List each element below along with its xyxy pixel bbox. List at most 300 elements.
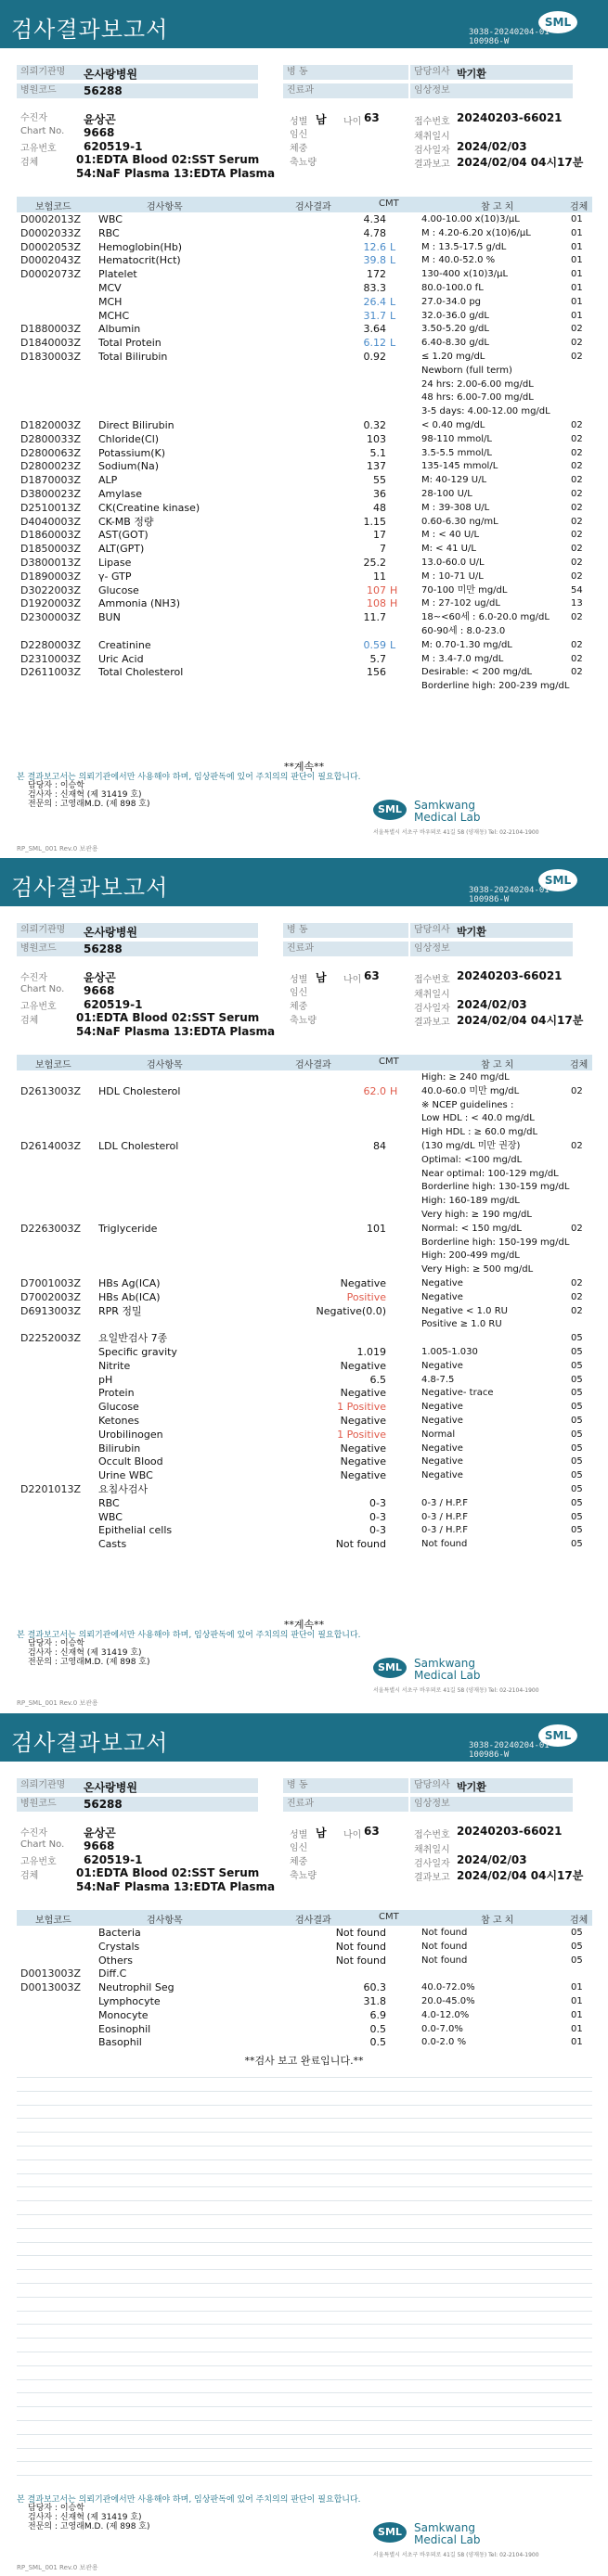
table-row bbox=[17, 1085, 592, 1099]
cell-result: 3.64 bbox=[363, 323, 386, 336]
cell-reference: Negative bbox=[421, 1402, 463, 1413]
record-code: 3038-20240204-01 100986-W bbox=[469, 886, 550, 904]
th-specimen: 검체 bbox=[570, 202, 589, 212]
table-row bbox=[17, 419, 592, 433]
cell-test-name: Urobilinogen bbox=[98, 1428, 163, 1441]
table-row bbox=[17, 1954, 592, 1968]
chart-no: 9668 bbox=[84, 984, 115, 997]
cell-result: 0.92 bbox=[363, 350, 386, 363]
table-row bbox=[17, 1927, 592, 1941]
blank-row-line bbox=[17, 2324, 592, 2325]
report-time: 2024/02/04 04시17분 bbox=[457, 1869, 584, 1882]
hosp-code-label: 병원코드 bbox=[17, 1797, 78, 1812]
sig-doctor: 전문의 : 고영래M.D. (제 898 호) bbox=[28, 1658, 150, 1667]
report-page-3 bbox=[0, 1713, 608, 2574]
blank-row-line bbox=[17, 2214, 592, 2215]
cell-result: 101 bbox=[367, 1222, 386, 1235]
blank-row-line bbox=[17, 2146, 592, 2147]
cell-reference: 40.0-72.0% bbox=[421, 1982, 475, 1993]
cell-specimen: 01 bbox=[571, 1995, 583, 2006]
weight-label: 체중 bbox=[290, 1002, 308, 1012]
table-row bbox=[17, 570, 592, 584]
specimen-line-1: 01:EDTA Blood 02:SST Serum bbox=[76, 1011, 260, 1024]
cell-result: Negative bbox=[340, 1387, 386, 1400]
cell-specimen: 02 bbox=[571, 516, 583, 527]
cell-reference: M : 27-102 ug/dL bbox=[421, 598, 500, 609]
cell-reference: Negative bbox=[421, 1291, 463, 1302]
blank-row-line bbox=[17, 2132, 592, 2133]
cell-reference: 18~<60세 : 6.0-20.0 mg/dL bbox=[421, 612, 550, 623]
cell-test-name: CK-MB 정량 bbox=[98, 515, 154, 528]
table-row bbox=[17, 1195, 592, 1209]
table-row bbox=[17, 337, 592, 351]
table-row bbox=[17, 516, 592, 530]
table-row bbox=[17, 1112, 592, 1126]
cell-test-name: Neutrophil Seg bbox=[98, 1981, 175, 1994]
blank-row-line bbox=[17, 2392, 592, 2393]
cell-test-name: MCHC bbox=[98, 309, 130, 322]
doctor-name: 박기환 bbox=[457, 1781, 486, 1793]
cell-reference: Very high: ≥ 190 mg/dL bbox=[421, 1209, 532, 1220]
cell-reference: ≤ 1.20 mg/dL bbox=[421, 351, 485, 362]
test-date: 2024/02/03 bbox=[457, 140, 527, 153]
hosp-code-label: 병원코드 bbox=[17, 83, 78, 98]
cell-specimen: 05 bbox=[571, 1928, 583, 1938]
signature-block bbox=[28, 2504, 150, 2531]
cell-test-name: Specific gravity bbox=[98, 1345, 177, 1358]
th-ref: 참 고 치 bbox=[481, 202, 514, 212]
cell-specimen: 05 bbox=[571, 1497, 583, 1508]
table-row bbox=[17, 1250, 592, 1263]
report-title: 검사결과보고서 bbox=[11, 17, 169, 43]
cell-result: 11 bbox=[373, 570, 386, 583]
table-row bbox=[17, 625, 592, 639]
cell-result: Negative bbox=[340, 1455, 386, 1468]
blank-row-line bbox=[17, 2269, 592, 2270]
cell-test-name: Epithelial cells bbox=[98, 1524, 173, 1537]
blank-row-line bbox=[17, 2228, 592, 2229]
doctor-name: 박기환 bbox=[457, 68, 486, 80]
th-name: 검사항목 bbox=[147, 1060, 183, 1070]
cell-code: D0002013Z bbox=[20, 213, 81, 225]
age: 63 bbox=[364, 111, 380, 124]
sig-tester: 검사자 : 신재혁 (제 31419 호) bbox=[28, 1648, 142, 1658]
cell-test-name: pH bbox=[98, 1373, 113, 1386]
receipt-label: 접수번호 bbox=[414, 975, 450, 985]
cell-specimen: 01 bbox=[571, 255, 583, 266]
table-row bbox=[17, 1387, 592, 1401]
cell-reference: 0-3 / H.P.F bbox=[421, 1497, 468, 1508]
cell-specimen: 05 bbox=[571, 1525, 583, 1536]
cell-specimen: 02 bbox=[571, 639, 583, 650]
clinic-label: 임상정보 bbox=[410, 83, 459, 98]
report-footer bbox=[0, 2493, 608, 2576]
signature-block bbox=[28, 781, 150, 809]
cell-flag: H bbox=[390, 1084, 398, 1097]
table-row bbox=[17, 584, 592, 598]
table-row bbox=[17, 282, 592, 296]
cell-test-name: Casts bbox=[98, 1538, 127, 1551]
cell-result: Negative bbox=[340, 1442, 386, 1455]
cell-test-name: Basophil bbox=[98, 2036, 142, 2049]
cell-reference: 4.8-7.5 bbox=[421, 1374, 455, 1385]
table-row bbox=[17, 666, 592, 680]
blank-row-line bbox=[17, 2186, 592, 2187]
footer-note: 본 결과보고서는 의뢰기관에서만 사용해야 하며, 임상판독에 있어 주치의의 판단이 필요합니다. bbox=[17, 1631, 361, 1640]
cell-reference: Negative bbox=[421, 1470, 463, 1481]
cell-result: Negative bbox=[340, 1414, 386, 1427]
cell-test-name: Hematocrit(Hct) bbox=[98, 254, 181, 267]
table-row bbox=[17, 1099, 592, 1113]
cell-test-name: HBs Ab(ICA) bbox=[98, 1290, 161, 1303]
tested-label: 검사일자 bbox=[414, 146, 450, 156]
cell-reference: Borderline high: 200-239 mg/dL bbox=[421, 681, 570, 692]
th-result: 검사결과 bbox=[295, 1916, 331, 1926]
blank-row-line bbox=[17, 2379, 592, 2380]
cell-reference: 40.0-60.0 미만 mg/dL bbox=[421, 1085, 520, 1096]
table-row bbox=[17, 1429, 592, 1442]
cell-code: D1860003Z bbox=[20, 529, 81, 542]
cell-reference: High: 160-189 mg/dL bbox=[421, 1196, 520, 1207]
cell-code: D6913003Z bbox=[20, 1304, 81, 1317]
cell-test-name: Urine WBC bbox=[98, 1469, 153, 1482]
cell-test-name: Lipase bbox=[98, 556, 132, 569]
org-name: 온사랑병원 bbox=[84, 68, 137, 81]
table-row bbox=[17, 378, 592, 392]
table-row bbox=[17, 1140, 592, 1154]
cell-result: Not found bbox=[335, 1954, 386, 1967]
cell-specimen: 01 bbox=[571, 1982, 583, 1993]
cell-reference: 4.0-12.0% bbox=[421, 2009, 470, 2020]
patient-header bbox=[0, 1762, 608, 1910]
age: 63 bbox=[364, 969, 380, 982]
cell-reference: Not found bbox=[421, 1928, 468, 1938]
brand-address: 서울특별시 서초구 바우뫼로 41길 58 (양재동) Tel: 02-2104-1900 bbox=[373, 2552, 539, 2558]
cell-specimen: 02 bbox=[571, 1085, 583, 1096]
cell-code: D1890003Z bbox=[20, 570, 81, 583]
cell-reference: Near optimal: 100-129 mg/dL bbox=[421, 1168, 559, 1179]
chart-label: Chart No. bbox=[20, 126, 65, 136]
reg-no: 620519-1 bbox=[84, 1853, 143, 1866]
cell-test-name: Eosinophil bbox=[98, 2022, 151, 2035]
table-row bbox=[17, 1483, 592, 1497]
clinic-label: 임상정보 bbox=[410, 942, 459, 956]
table-header bbox=[17, 1055, 592, 1070]
result-rows-page-3 bbox=[17, 1927, 592, 2050]
cell-test-name: Bacteria bbox=[98, 1927, 141, 1939]
title-bar bbox=[0, 858, 608, 906]
hosp-code: 56288 bbox=[84, 1798, 123, 1811]
form-no: RP_SML_001 Rev.0 보관용 bbox=[17, 2564, 98, 2571]
cell-specimen: 02 bbox=[571, 461, 583, 472]
weight-label: 체중 bbox=[290, 144, 308, 154]
table-header bbox=[17, 1910, 592, 1926]
cell-test-name: MCV bbox=[98, 281, 122, 294]
blank-row-line bbox=[17, 2461, 592, 2462]
cell-result: 6.9 bbox=[369, 2008, 386, 2021]
continue-mark: **계속** bbox=[283, 761, 325, 773]
sig-doctor: 전문의 : 고영래M.D. (제 898 호) bbox=[28, 2522, 150, 2531]
record-code: 3038-20240204-01 100986-W bbox=[469, 1741, 550, 1760]
table-row bbox=[17, 433, 592, 447]
sig-staff: 담당자 : 이승학 bbox=[28, 1639, 84, 1648]
cell-code: D1840003Z bbox=[20, 337, 81, 350]
cell-specimen: 02 bbox=[571, 1291, 583, 1302]
cell-test-name: Glucose bbox=[98, 1401, 139, 1414]
cell-reference: M : 10-71 U/L bbox=[421, 570, 484, 582]
cell-result: 0.32 bbox=[363, 418, 386, 431]
cell-specimen: 01 bbox=[571, 2023, 583, 2034]
org-name: 온사랑병원 bbox=[84, 926, 137, 939]
cell-result: 1 Positive bbox=[337, 1401, 386, 1414]
table-row bbox=[17, 1346, 592, 1360]
cell-code: D2614003Z bbox=[20, 1139, 81, 1152]
table-row bbox=[17, 488, 592, 502]
cell-result: 39.8 bbox=[363, 254, 386, 267]
cell-code: D3022003Z bbox=[20, 583, 81, 596]
doctor-name: 박기환 bbox=[457, 926, 486, 938]
blank-row-line bbox=[17, 2255, 592, 2256]
cell-result: 12.6 bbox=[363, 240, 386, 253]
cell-reference: 3-5 days: 4.00-12.00 mg/dL bbox=[421, 406, 550, 417]
cell-result: 4.78 bbox=[363, 226, 386, 239]
table-row bbox=[17, 365, 592, 378]
cell-test-name: Monocyte bbox=[98, 2008, 149, 2021]
cell-reference: 3.5-5.5 mmol/L bbox=[421, 447, 492, 458]
cell-specimen: 02 bbox=[571, 653, 583, 664]
cell-test-name: Direct Bilirubin bbox=[98, 418, 175, 431]
cell-test-name: Total Bilirubin bbox=[98, 350, 168, 363]
cell-code: D1850003Z bbox=[20, 543, 81, 556]
cell-code: D0013003Z bbox=[20, 1981, 81, 1994]
signature-block bbox=[28, 1639, 150, 1667]
urine-label: 축뇨량 bbox=[290, 1016, 317, 1026]
cell-reference: Newborn (full term) bbox=[421, 365, 512, 376]
sml-logo: SML bbox=[538, 869, 577, 891]
patient-header bbox=[0, 906, 608, 1055]
table-row bbox=[17, 1524, 592, 1538]
table-row bbox=[17, 2023, 592, 2037]
cell-specimen: 02 bbox=[571, 1277, 583, 1288]
dept-label: 진료과 bbox=[283, 942, 320, 956]
cell-test-name: Platelet bbox=[98, 268, 137, 281]
cell-code: D7001003Z bbox=[20, 1276, 81, 1289]
table-row bbox=[17, 597, 592, 611]
reg-label: 고유번호 bbox=[20, 144, 57, 154]
cell-result: 1.019 bbox=[356, 1345, 386, 1358]
cell-reference: High: 200-499 mg/dL bbox=[421, 1250, 520, 1262]
specimen-line-1: 01:EDTA Blood 02:SST Serum bbox=[76, 1866, 260, 1879]
blank-row-line bbox=[17, 2448, 592, 2449]
cell-specimen: 02 bbox=[571, 447, 583, 458]
cell-reference: Normal: < 150 mg/dL bbox=[421, 1223, 522, 1234]
table-row bbox=[17, 543, 592, 557]
table-row bbox=[17, 1455, 592, 1469]
cell-test-name: WBC bbox=[98, 213, 123, 225]
cell-specimen: 05 bbox=[571, 1415, 583, 1426]
brand-name: Samkwang Medical Lab bbox=[414, 1657, 481, 1682]
th-name: 검사항목 bbox=[147, 202, 183, 212]
age-label: 나이 bbox=[343, 1830, 362, 1840]
cell-flag: L bbox=[390, 309, 396, 322]
cell-test-name: Hemoglobin(Hb) bbox=[98, 240, 183, 253]
cell-result: 4.34 bbox=[363, 213, 386, 225]
footer-note: 본 결과보고서는 의뢰기관에서만 사용해야 하며, 임상판독에 있어 주치의의 판단이 필요합니다. bbox=[17, 2495, 361, 2505]
reg-no: 620519-1 bbox=[84, 140, 143, 153]
cell-specimen: 05 bbox=[571, 1360, 583, 1371]
cell-specimen: 05 bbox=[571, 1402, 583, 1413]
cell-specimen: 02 bbox=[571, 612, 583, 623]
blank-row-line bbox=[17, 2420, 592, 2421]
cell-test-name: Potassium(K) bbox=[98, 446, 166, 459]
cell-test-name: RPR 정밀 bbox=[98, 1304, 142, 1317]
ward-label: 병 동 bbox=[283, 1778, 320, 1793]
cell-test-name: Sodium(Na) bbox=[98, 460, 159, 473]
table-row bbox=[17, 296, 592, 310]
cell-test-name: 요일반검사 7종 bbox=[98, 1332, 168, 1345]
cell-specimen: 05 bbox=[571, 1442, 583, 1454]
reported-label: 결과보고 bbox=[414, 160, 450, 170]
sex: 남 bbox=[316, 971, 327, 984]
table-row bbox=[17, 1415, 592, 1429]
test-date: 2024/02/03 bbox=[457, 998, 527, 1011]
age-label: 나이 bbox=[343, 975, 362, 985]
th-result: 검사결과 bbox=[295, 202, 331, 212]
cell-test-name: ALP bbox=[98, 474, 118, 487]
blank-row-line bbox=[17, 2105, 592, 2106]
cell-result: 108 bbox=[367, 597, 386, 610]
table-row bbox=[17, 1995, 592, 2009]
blank-row-line bbox=[17, 2091, 592, 2092]
report-title: 검사결과보고서 bbox=[11, 875, 169, 901]
patient-name: 윤상곤 bbox=[84, 113, 116, 126]
th-specimen: 검체 bbox=[570, 1060, 589, 1070]
collected-label: 채취일시 bbox=[414, 990, 450, 1000]
chart-label: Chart No. bbox=[20, 1839, 65, 1850]
sig-staff: 담당자 : 이승학 bbox=[28, 2504, 84, 2513]
table-row bbox=[17, 1154, 592, 1168]
cell-reference: 1.005-1.030 bbox=[421, 1346, 478, 1357]
cell-result: 137 bbox=[367, 460, 386, 473]
cell-specimen: 02 bbox=[571, 1223, 583, 1234]
table-row bbox=[17, 529, 592, 543]
age: 63 bbox=[364, 1825, 380, 1838]
cell-specimen: 02 bbox=[571, 502, 583, 513]
cell-result: 60.3 bbox=[363, 1981, 386, 1994]
cell-test-name: WBC bbox=[98, 1510, 123, 1523]
cell-specimen: 02 bbox=[571, 338, 583, 349]
cell-specimen: 01 bbox=[571, 227, 583, 238]
cell-result: 36 bbox=[373, 487, 386, 500]
cell-result: 0-3 bbox=[369, 1510, 386, 1523]
cell-code: D0002043Z bbox=[20, 254, 81, 267]
table-header bbox=[17, 197, 592, 212]
title-bar bbox=[0, 0, 608, 48]
continue-mark: **계속** bbox=[283, 1619, 325, 1631]
cell-code: D2613003Z bbox=[20, 1084, 81, 1097]
cell-specimen: 02 bbox=[571, 433, 583, 444]
cell-specimen: 02 bbox=[571, 351, 583, 362]
table-row bbox=[17, 1538, 592, 1552]
cell-result: 1.15 bbox=[363, 515, 386, 528]
specimen-label: 검체 bbox=[20, 158, 39, 168]
blank-row-line bbox=[17, 2283, 592, 2284]
table-row bbox=[17, 1360, 592, 1374]
cell-reference: Negative- trace bbox=[421, 1388, 494, 1399]
report-title: 검사결과보고서 bbox=[11, 1730, 169, 1756]
cell-specimen: 01 bbox=[571, 282, 583, 293]
cell-code: D2800063Z bbox=[20, 446, 81, 459]
cell-reference: M : 3.4-7.0 mg/dL bbox=[421, 653, 504, 664]
urine-label: 축뇨량 bbox=[290, 158, 317, 168]
table-row bbox=[17, 213, 592, 227]
cell-test-name: HBs Ag(ICA) bbox=[98, 1276, 161, 1289]
cell-reference: 80.0-100.0 fL bbox=[421, 282, 484, 293]
cell-result: 31.7 bbox=[363, 309, 386, 322]
cell-test-name: ALT(GPT) bbox=[98, 543, 145, 556]
cell-specimen: 02 bbox=[571, 544, 583, 555]
cell-specimen: 05 bbox=[571, 1333, 583, 1344]
table-row bbox=[17, 241, 592, 255]
blank-row-line bbox=[17, 2118, 592, 2119]
table-row bbox=[17, 1181, 592, 1195]
cell-code: D1920003Z bbox=[20, 597, 81, 610]
cell-test-name: γ- GTP bbox=[98, 570, 132, 583]
sex: 남 bbox=[316, 1826, 327, 1839]
cell-specimen: 01 bbox=[571, 310, 583, 321]
cell-test-name: LDL Cholesterol bbox=[98, 1139, 179, 1152]
cell-result: Negative bbox=[340, 1359, 386, 1372]
table-row bbox=[17, 1168, 592, 1182]
table-row bbox=[17, 1237, 592, 1250]
cell-specimen: 01 bbox=[571, 214, 583, 224]
table-row bbox=[17, 1223, 592, 1237]
cell-result: 62.0 bbox=[363, 1084, 386, 1097]
cell-result: 31.8 bbox=[363, 1994, 386, 2007]
cell-reference: Low HDL : < 40.0 mg/dL bbox=[421, 1113, 535, 1124]
cell-test-name: Total Cholesterol bbox=[98, 666, 184, 679]
reg-no: 620519-1 bbox=[84, 998, 143, 1011]
cell-test-name: Uric Acid bbox=[98, 652, 144, 665]
cell-code: D3800023Z bbox=[20, 487, 81, 500]
patient-name: 윤상곤 bbox=[84, 1826, 116, 1839]
cell-reference: 24 hrs: 2.00-6.00 mg/dL bbox=[421, 378, 534, 390]
table-row bbox=[17, 1291, 592, 1305]
cell-reference: 6.40-8.30 g/dL bbox=[421, 338, 489, 349]
blank-row-line bbox=[17, 2173, 592, 2174]
table-row bbox=[17, 1401, 592, 1415]
cell-reference: Normal bbox=[421, 1429, 456, 1440]
sig-tester: 검사자 : 신재혁 (제 31419 호) bbox=[28, 790, 142, 800]
hosp-code: 56288 bbox=[84, 84, 123, 97]
collected-label: 채취일시 bbox=[414, 1845, 450, 1855]
cell-specimen: 01 bbox=[571, 2009, 583, 2020]
cell-specimen: 02 bbox=[571, 667, 583, 678]
table-row bbox=[17, 405, 592, 419]
th-specimen: 검체 bbox=[570, 1916, 589, 1926]
report-time: 2024/02/04 04시17분 bbox=[457, 1014, 584, 1027]
blank-row-line bbox=[17, 2475, 592, 2476]
blank-row-line bbox=[17, 2297, 592, 2298]
chart-no: 9668 bbox=[84, 1839, 115, 1852]
cell-specimen: 05 bbox=[571, 1429, 583, 1440]
cell-test-name: MCH bbox=[98, 295, 123, 308]
patient-header bbox=[0, 48, 608, 197]
dept-label: 진료과 bbox=[283, 1797, 320, 1812]
table-row bbox=[17, 227, 592, 241]
cell-specimen: 54 bbox=[571, 584, 583, 596]
cell-specimen: 02 bbox=[571, 324, 583, 335]
